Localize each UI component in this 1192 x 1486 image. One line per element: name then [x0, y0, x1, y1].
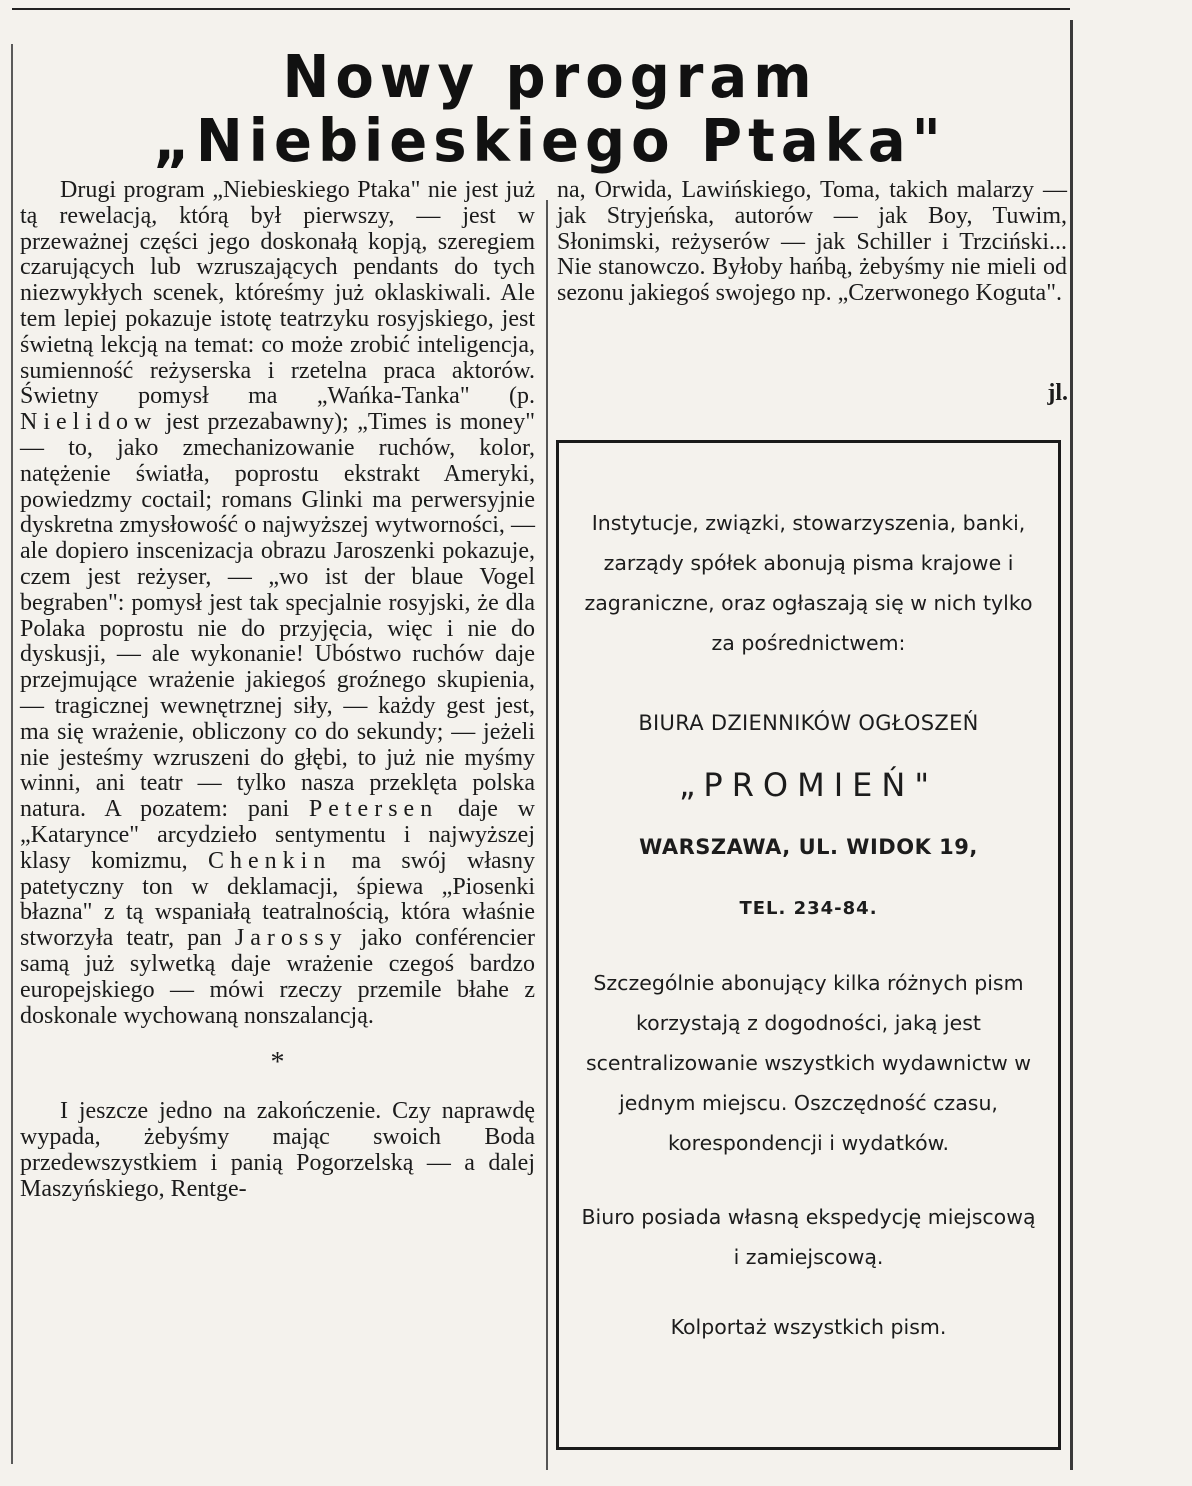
actor-name: Jarossy [234, 925, 348, 952]
advertisement-content [577, 445, 1040, 1347]
ad-firm-name: „PROMIEŃ" [678, 766, 939, 804]
actor-name: Nielidow [20, 409, 158, 436]
actor-name: Petersen [308, 796, 439, 823]
article-text: jest przezabawny); „Times is money" — to, jako zmechanizowanie ruchów, kolor, natężenie światła, poprostu ekstrakt Ameryki, powiedzmy coctail; romans Glinki ma perwersyjnie dyskretna zmysłowość o najwyższej wytworności, — ale dopiero inscenizacja obrazu Jaroszenki pokazuje, czem jest reżyser, — „wo ist der blaue Vogel begraben": pomysł jest tak specjalnie rosyjski, że dla Polaka poprostu nie do przyjęcia, więc i nie do dyskusji, — ale wykonanie! Ubóstwo ruchów daje przejmujące wrażenie jakiegoś groźnego skupienia, — tragicznej wewnętrznej siły, — każdy gest jest, ma się wrażenie, obliczony co do sekundy; — jeżeli nie jesteśmy wzruszeni do głębi, to już nie myśmy winni, ani teatr — tylko nasza przeklęta polska natura. A pozatem: pani [20, 409, 535, 823]
article-paragraph: I jeszcze jedno na zakończenie. Czy naprawdę wypada, żebyśmy mając swoich Boda przedewszystkiem i panią Pogorzelską — a dalej Maszyńskiego, Rentge- [20, 1098, 535, 1202]
advertisement-box [556, 440, 1061, 1450]
page-edge [1070, 20, 1073, 1470]
article-text: ma swój własny patetyczny ton w deklamacji, śpiewa „Piosenki błazna" z tą wspaniałą teatralnością, która właśnie stworzyła teatr, pan [20, 847, 535, 952]
actor-name: Chenkin [208, 847, 332, 874]
ad-address: WARSZAWA, UL. WIDOK 19, [639, 835, 978, 859]
article-title [80, 43, 1020, 176]
ad-delivery-note: Biuro posiada własną ekspedycję miejscową i zamiejscową. [581, 1205, 1036, 1269]
section-separator: * [270, 1047, 285, 1079]
ad-intro: Instytucje, związki, stowarzyszenia, banki, zarządy spółek abonują pisma krajowe i zagraniczne, oraz ogłaszają się w nich tylko za pośrednictwem: [584, 511, 1033, 655]
ad-telephone: TEL. 234-84. [739, 898, 878, 919]
article-paragraph-continued: na, Orwida, Lawińskiego, Toma, takich malarzy — jak Stryjeńska, autorów — jak Boy, Tuwim, Słonimski, reżyserów — jak Schiller i Trzciński... Nie stanowczo. Byłoby hańbą, żebyśmy nie mieli od sezonu jakiegoś swojego np. „Czerwonego Koguta". [557, 177, 1067, 307]
article-column-left [20, 178, 535, 1202]
top-rule [12, 8, 1070, 10]
article-column-right [557, 178, 1067, 307]
article-text: jako conférencier samą już sylwetką daje wrażenie czegoś bardzo europejskiego — mówi rzeczy przemile błahe z doskonale wychowaną nonszalancją. [20, 925, 535, 1029]
author-signature: jl. [1047, 380, 1068, 406]
title-line-1: Nowy program [282, 43, 818, 112]
column-divider [546, 200, 548, 1470]
left-border [11, 44, 13, 1464]
article-paragraph [20, 178, 535, 1029]
article-text: Drugi program „Niebieskiego Ptaka" nie jest już tą rewelacją, którą był pierwszy, — jest w przeważnej części jego doskonałą kopją, szeregiem czarujących lub wzruszających pendants do tych niezwykłych scenek, któreśmy już oklaskiwali. Ale tem lepiej pokazuje istotę teatrzyku rosyjskiego, jest świetną lekcją na temat: co może zrobić inteligencja, sumienność reżyserska i rzetelna praca aktorów. Świetny pomysł ma „Wańka-Tanka" (p. [20, 177, 535, 410]
ad-bureau-name: BIURA DZIENNIKÓW OGŁOSZEŃ [638, 711, 979, 735]
article-text: daje w „Katarynce" arcydzieło sentymentu i najwyższej klasy komizmu, [20, 796, 535, 874]
title-line-2: „Niebieskiego Ptaka" [153, 107, 947, 176]
ad-distribution-note: Kolportaż wszystkich pism. [670, 1315, 947, 1339]
ad-subscribers-note: Szczególnie abonujący kilka różnych pism korzystają z dogodności, jaką jest scentralizowanie wszystkich wydawnictw w jednym miejscu. Oszczędność czasu, korespondencji i wydatków. [585, 971, 1032, 1155]
